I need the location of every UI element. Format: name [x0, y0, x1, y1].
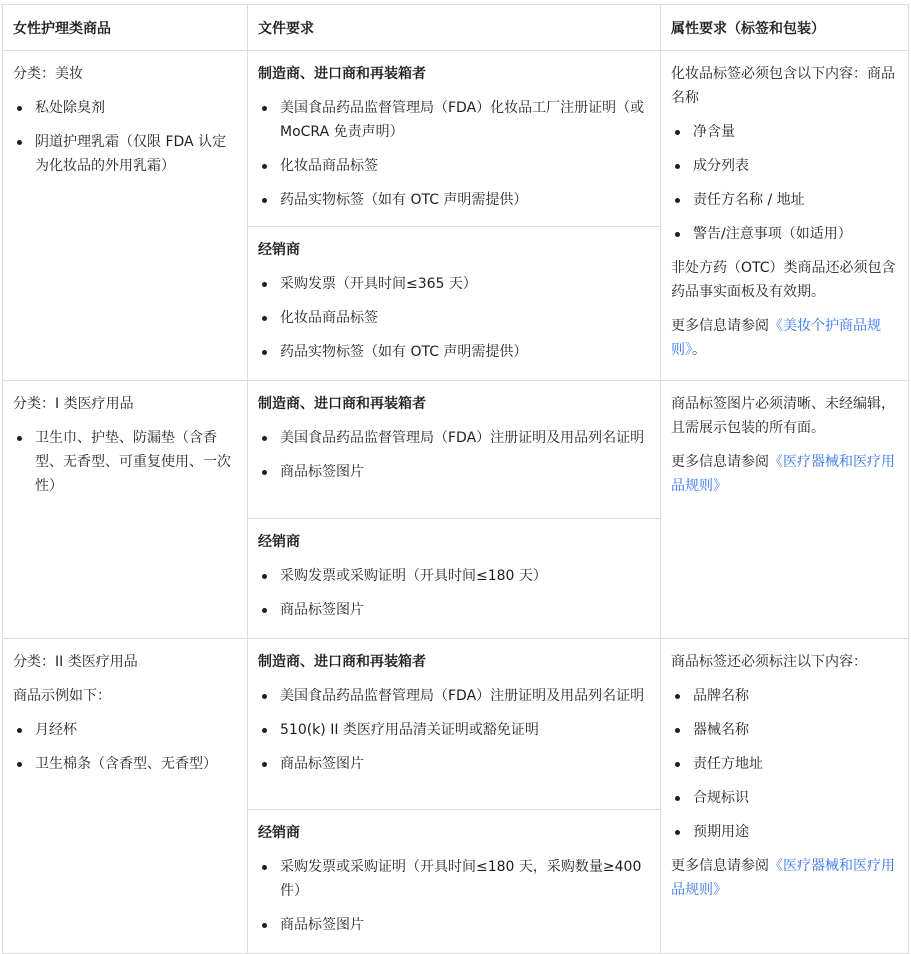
section-title: 经销商 [258, 242, 300, 258]
list-item: 美国食品药品监督管理局（FDA）化妆品工厂注册证明（或 MoCRA 免责声明） [258, 96, 650, 144]
list-item: 药品实物标签（如有 OTC 声明需提供） [258, 188, 650, 212]
requirements-table [2, 4, 909, 954]
medical-rules-link[interactable]: 《医疗器械和医疗用品规则》 [671, 858, 895, 898]
list-item: 采购发票或采购证明（开具时间≤180 天，采购数量≥400 件） [258, 855, 650, 903]
attr-note: 非处方药（OTC）类商品还必须包含药品事实面板及有效期。 [671, 260, 896, 300]
list-item: 美国食品药品监督管理局（FDA）注册证明及用品列名证明 [258, 426, 650, 450]
list-item: 月经杯 [13, 718, 237, 742]
distributor-section [248, 518, 660, 638]
table-row [3, 381, 909, 639]
list-item: 合规标识 [671, 786, 898, 810]
list-item: 责任方地址 [671, 752, 898, 776]
attributes-cell [661, 639, 909, 954]
distributor-section [248, 809, 660, 953]
table-row [3, 51, 909, 381]
medical-rules-link[interactable]: 《医疗器械和医疗用品规则》 [671, 454, 895, 494]
documents-cell [248, 639, 661, 954]
list-item: 510(k) II 类医疗用品清关证明或豁免证明 [258, 718, 650, 742]
attr-intro: 化妆品标签必须包含以下内容：商品名称 [671, 66, 895, 106]
list-item: 警告/注意事项（如适用） [671, 222, 898, 246]
list-item: 责任方名称 / 地址 [671, 188, 898, 212]
documents-cell [248, 381, 661, 639]
list-item: 化妆品商品标签 [258, 306, 650, 330]
category-cell [3, 381, 248, 639]
list-item: 药品实物标签（如有 OTC 声明需提供） [258, 340, 650, 364]
category-cell [3, 639, 248, 954]
list-item: 商品标签图片 [258, 460, 650, 484]
attr-intro: 商品标签还必须标注以下内容： [671, 654, 867, 670]
section-title: 制造商、进口商和再装箱者 [258, 66, 426, 82]
category-label: 分类：美妆 [13, 66, 83, 82]
category-cell [3, 51, 248, 381]
section-title: 经销商 [258, 534, 300, 550]
list-item: 卫生巾、护垫、防漏垫（含香型、无香型、可重复使用、一次性） [13, 426, 237, 498]
list-item: 阴道护理乳霜（仅限 FDA 认定为化妆品的外用乳霜） [13, 130, 237, 178]
list-item: 商品标签图片 [258, 913, 650, 937]
more-info: 更多信息请参阅《医疗器械和医疗用品规则》 [671, 858, 895, 898]
attributes-cell [661, 381, 909, 639]
list-item: 采购发票或采购证明（开具时间≤180 天） [258, 564, 650, 588]
header-document-requirements: 文件要求 [248, 5, 661, 51]
beauty-rules-link[interactable]: 《美妆个护商品规则》 [671, 318, 881, 358]
manufacturer-section [248, 381, 660, 518]
list-item: 净含量 [671, 120, 898, 144]
attributes-cell [661, 51, 909, 381]
table-header-row [3, 5, 909, 51]
table-row [3, 639, 909, 954]
list-item: 品牌名称 [671, 684, 898, 708]
list-item: 预期用途 [671, 820, 898, 844]
list-item: 卫生棉条（含香型、无香型） [13, 752, 237, 776]
list-item: 成分列表 [671, 154, 898, 178]
documents-cell [248, 51, 661, 381]
list-item: 器械名称 [671, 718, 898, 742]
more-info: 更多信息请参阅《美妆个护商品规则》。 [671, 318, 881, 358]
distributor-section [248, 226, 660, 380]
header-attribute-requirements: 属性要求（标签和包装） [661, 5, 909, 51]
category-label: 分类：II 类医疗用品 [13, 654, 138, 670]
more-info: 更多信息请参阅《医疗器械和医疗用品规则》 [671, 454, 895, 494]
list-item: 采购发票（开具时间≤365 天） [258, 272, 650, 296]
examples-label: 商品示例如下： [13, 688, 111, 704]
list-item: 商品标签图片 [258, 752, 650, 776]
section-title: 制造商、进口商和再装箱者 [258, 396, 426, 412]
list-item: 化妆品商品标签 [258, 154, 650, 178]
list-item: 美国食品药品监督管理局（FDA）注册证明及用品列名证明 [258, 684, 650, 708]
list-item: 商品标签图片 [258, 598, 650, 622]
category-label: 分类：I 类医疗用品 [13, 396, 134, 412]
manufacturer-section [248, 639, 660, 809]
section-title: 制造商、进口商和再装箱者 [258, 654, 426, 670]
attr-intro: 商品标签图片必须清晰、未经编辑，且需展示包装的所有面。 [671, 396, 895, 436]
header-product-category: 女性护理类商品 [3, 5, 248, 51]
product-list [13, 96, 237, 178]
list-item: 私处除臭剂 [13, 96, 237, 120]
manufacturer-section [248, 51, 660, 226]
section-title: 经销商 [258, 825, 300, 841]
